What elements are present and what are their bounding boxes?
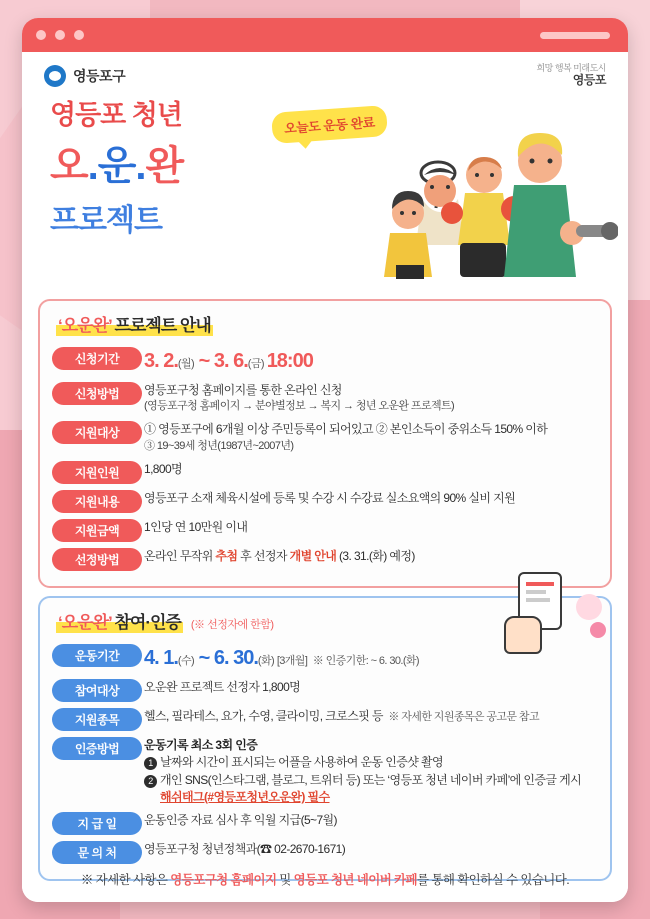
brand-city: 영등포 [572,72,606,87]
hand-icon [504,616,542,654]
window-dot-2[interactable] [55,30,65,40]
table-row [52,809,598,838]
label-exercise-period: 운동기간 [52,644,142,667]
table-row [52,705,598,734]
verification-item-1 [144,754,598,771]
value-quota: 1,800명 [144,461,183,476]
hero-o: 오 [50,144,88,189]
phone-hand-doodle [482,572,602,652]
section1-heading [56,311,213,336]
hero-dot-1: . [87,144,98,189]
section2-heading [56,608,183,633]
table-row [52,344,598,379]
label-support-content: 지원내용 [52,490,142,513]
label-payment-date: 지 급 일 [52,812,142,835]
eligibility-text: ① 영등포구에 6개월 이상 주민등록이 되어있고 ② 본인소득이 중위소득 150% 이하 [144,422,548,437]
period-start-day: (월) [177,358,195,371]
selection-post: (3. 31.(화) 예정) [336,548,415,563]
table-row [52,516,598,545]
selection-emphasis-1: 추첨 [215,548,238,563]
section1-title [56,311,598,336]
period-end-day: (금) [247,358,264,371]
verification-item-1-text: 날짜와 시간이 표시되는 어플을 사용하여 운동 인증샷 촬영 [160,755,443,770]
verification-heading: 운동기록 최소 3회 인증 [144,737,258,752]
section2-note: (※ 선정자에 한함) [190,618,274,631]
hero-un: 운 [97,144,136,189]
value-support-amount: 1인당 연 10만원 이내 [144,519,248,534]
hero-bubble: 오늘도 운동 완료 [271,105,388,144]
people-illustration-svg [318,113,618,293]
exercise-start: 4. 1. [144,646,178,669]
verification-item-2-text: 개인 SNS(인스타그램, 블로그, 트위터 등) 또는 ‘영등포 청년 네이버 카페’에 인증글 게시 [160,772,582,787]
application-method-text: 영등포구청 홈페이지를 통한 온라인 신청 [144,383,342,398]
value-support-content: 영등포구 소재 체육시설에 등록 및 수강 시 수강료 실소요액의 90% 실비 지원 [144,490,516,505]
brand-row [22,52,628,87]
hero-illustration [318,113,618,293]
value-participants: 오운완 프로젝트 선정자 1,800명 [144,679,301,694]
table-row [52,676,598,705]
section1-heading-quote: ‘오운완’ [58,316,112,336]
section-project-info [38,299,612,588]
window-dots [36,30,84,40]
hero-line-1: 영등포 청년 [50,100,182,131]
decor-bubble-large [576,594,602,620]
label-contact: 문 의 처 [52,841,142,864]
yeongdeungpo-logo-icon [44,65,66,87]
label-application-period: 신청기간 [52,347,142,370]
footer-note [22,870,628,888]
brand-left [44,65,125,87]
exercise-duration: [3개월] [276,654,308,667]
period-end: 3. 6. [213,350,248,373]
application-method-path: (영등포구청 홈페이지 → 분야별정보 → 복지 → 청년 오운완 프로젝트) [144,400,455,413]
exercise-tilde: ~ [194,646,214,669]
footer-pre: ※ 자세한 사항은 [80,873,171,887]
verification-item-2-sub [144,789,598,806]
exercise-end: 6. 30. [213,646,258,669]
selection-pre: 온라인 무작위 [144,548,216,563]
selection-emphasis-2: 개별 안내 [289,548,337,563]
label-participants: 참여대상 [52,679,142,702]
window-dot-3[interactable] [74,30,84,40]
value-supported-sports [144,705,598,734]
period-tilde: ~ [194,350,214,373]
section1-heading-rest: 프로젝트 안내 [111,316,211,336]
brand-slogan: 희망 행복 미래도시 [536,63,606,73]
label-eligibility: 지원대상 [52,421,142,444]
selection-mid: 후 선정자 [237,548,290,563]
value-application-period [144,344,598,379]
table-row [52,458,598,487]
label-supported-sports: 지원종목 [52,708,142,731]
hero-wan: 완 [145,144,184,189]
footer-post: 를 통해 확인하실 수 있습니다. [417,873,570,887]
period-time: 18:00 [266,350,313,373]
hero [22,87,628,291]
window-address-bar [540,32,610,39]
exercise-end-day: (화) [257,654,275,667]
verification-item-2 [144,772,598,789]
section2-heading-quote: ‘오운완’ [58,612,112,632]
hero-dot-2: . [135,144,146,189]
poster-window [22,18,628,902]
label-verification-method: 인증방법 [52,737,142,760]
section2-heading-rest: 참여·인증 [111,612,181,632]
footer-mid: 및 [276,873,294,887]
table-row [52,418,598,457]
decor-bubble-small [590,622,606,638]
poster-content [22,52,628,902]
table-row [52,379,598,418]
footer-link-cafe[interactable]: 영등포 청년 네이버 카페 [293,873,418,887]
supported-sports-note: ※ 자세한 지원종목은 공고문 참고 [388,710,539,723]
supported-sports-text: 헬스, 필라테스, 요가, 수영, 클라이밍, 크로스핏 등 [144,708,383,723]
footer-link-homepage[interactable]: 영등포구청 홈페이지 [170,873,277,887]
value-payment-date: 운동인증 자료 심사 후 익월 지급(5~7월) [144,813,337,828]
value-eligibility [144,418,598,457]
label-selection-method: 선정방법 [52,548,142,571]
section2-rows [52,641,598,868]
brand-name: 영등포구 [73,67,126,84]
label-support-amount: 지원금액 [52,519,142,542]
value-contact: 영등포구청 청년정책과(☎ 02-2670-1671) [144,842,346,857]
verification-hashtag: 해쉬태그(#영등포청년오운완) 필수 [160,789,330,804]
table-row [52,734,598,810]
table-row [52,487,598,516]
period-start: 3. 2. [144,350,178,373]
bullet-1: 1 [144,757,157,770]
table-row [52,545,598,574]
window-dot-1[interactable] [36,30,46,40]
eligibility-age: ③ 19~39세 청년(1987년~2007년) [144,439,294,452]
value-selection-method [144,545,598,574]
bullet-2: 2 [144,775,157,788]
value-verification-method [144,734,598,810]
label-application-method: 신청방법 [52,382,142,405]
exercise-start-day: (수) [177,654,195,667]
table-row [52,838,598,867]
label-quota: 지원인원 [52,461,142,484]
window-titlebar [22,18,628,52]
exercise-deadline-note: ※ 인증기한: ~ 6. 30.(화) [312,654,419,667]
brand-right [536,64,606,87]
section1-rows [52,344,598,574]
value-application-method [144,379,598,418]
hero-line-3: 프로젝트 [50,204,162,238]
